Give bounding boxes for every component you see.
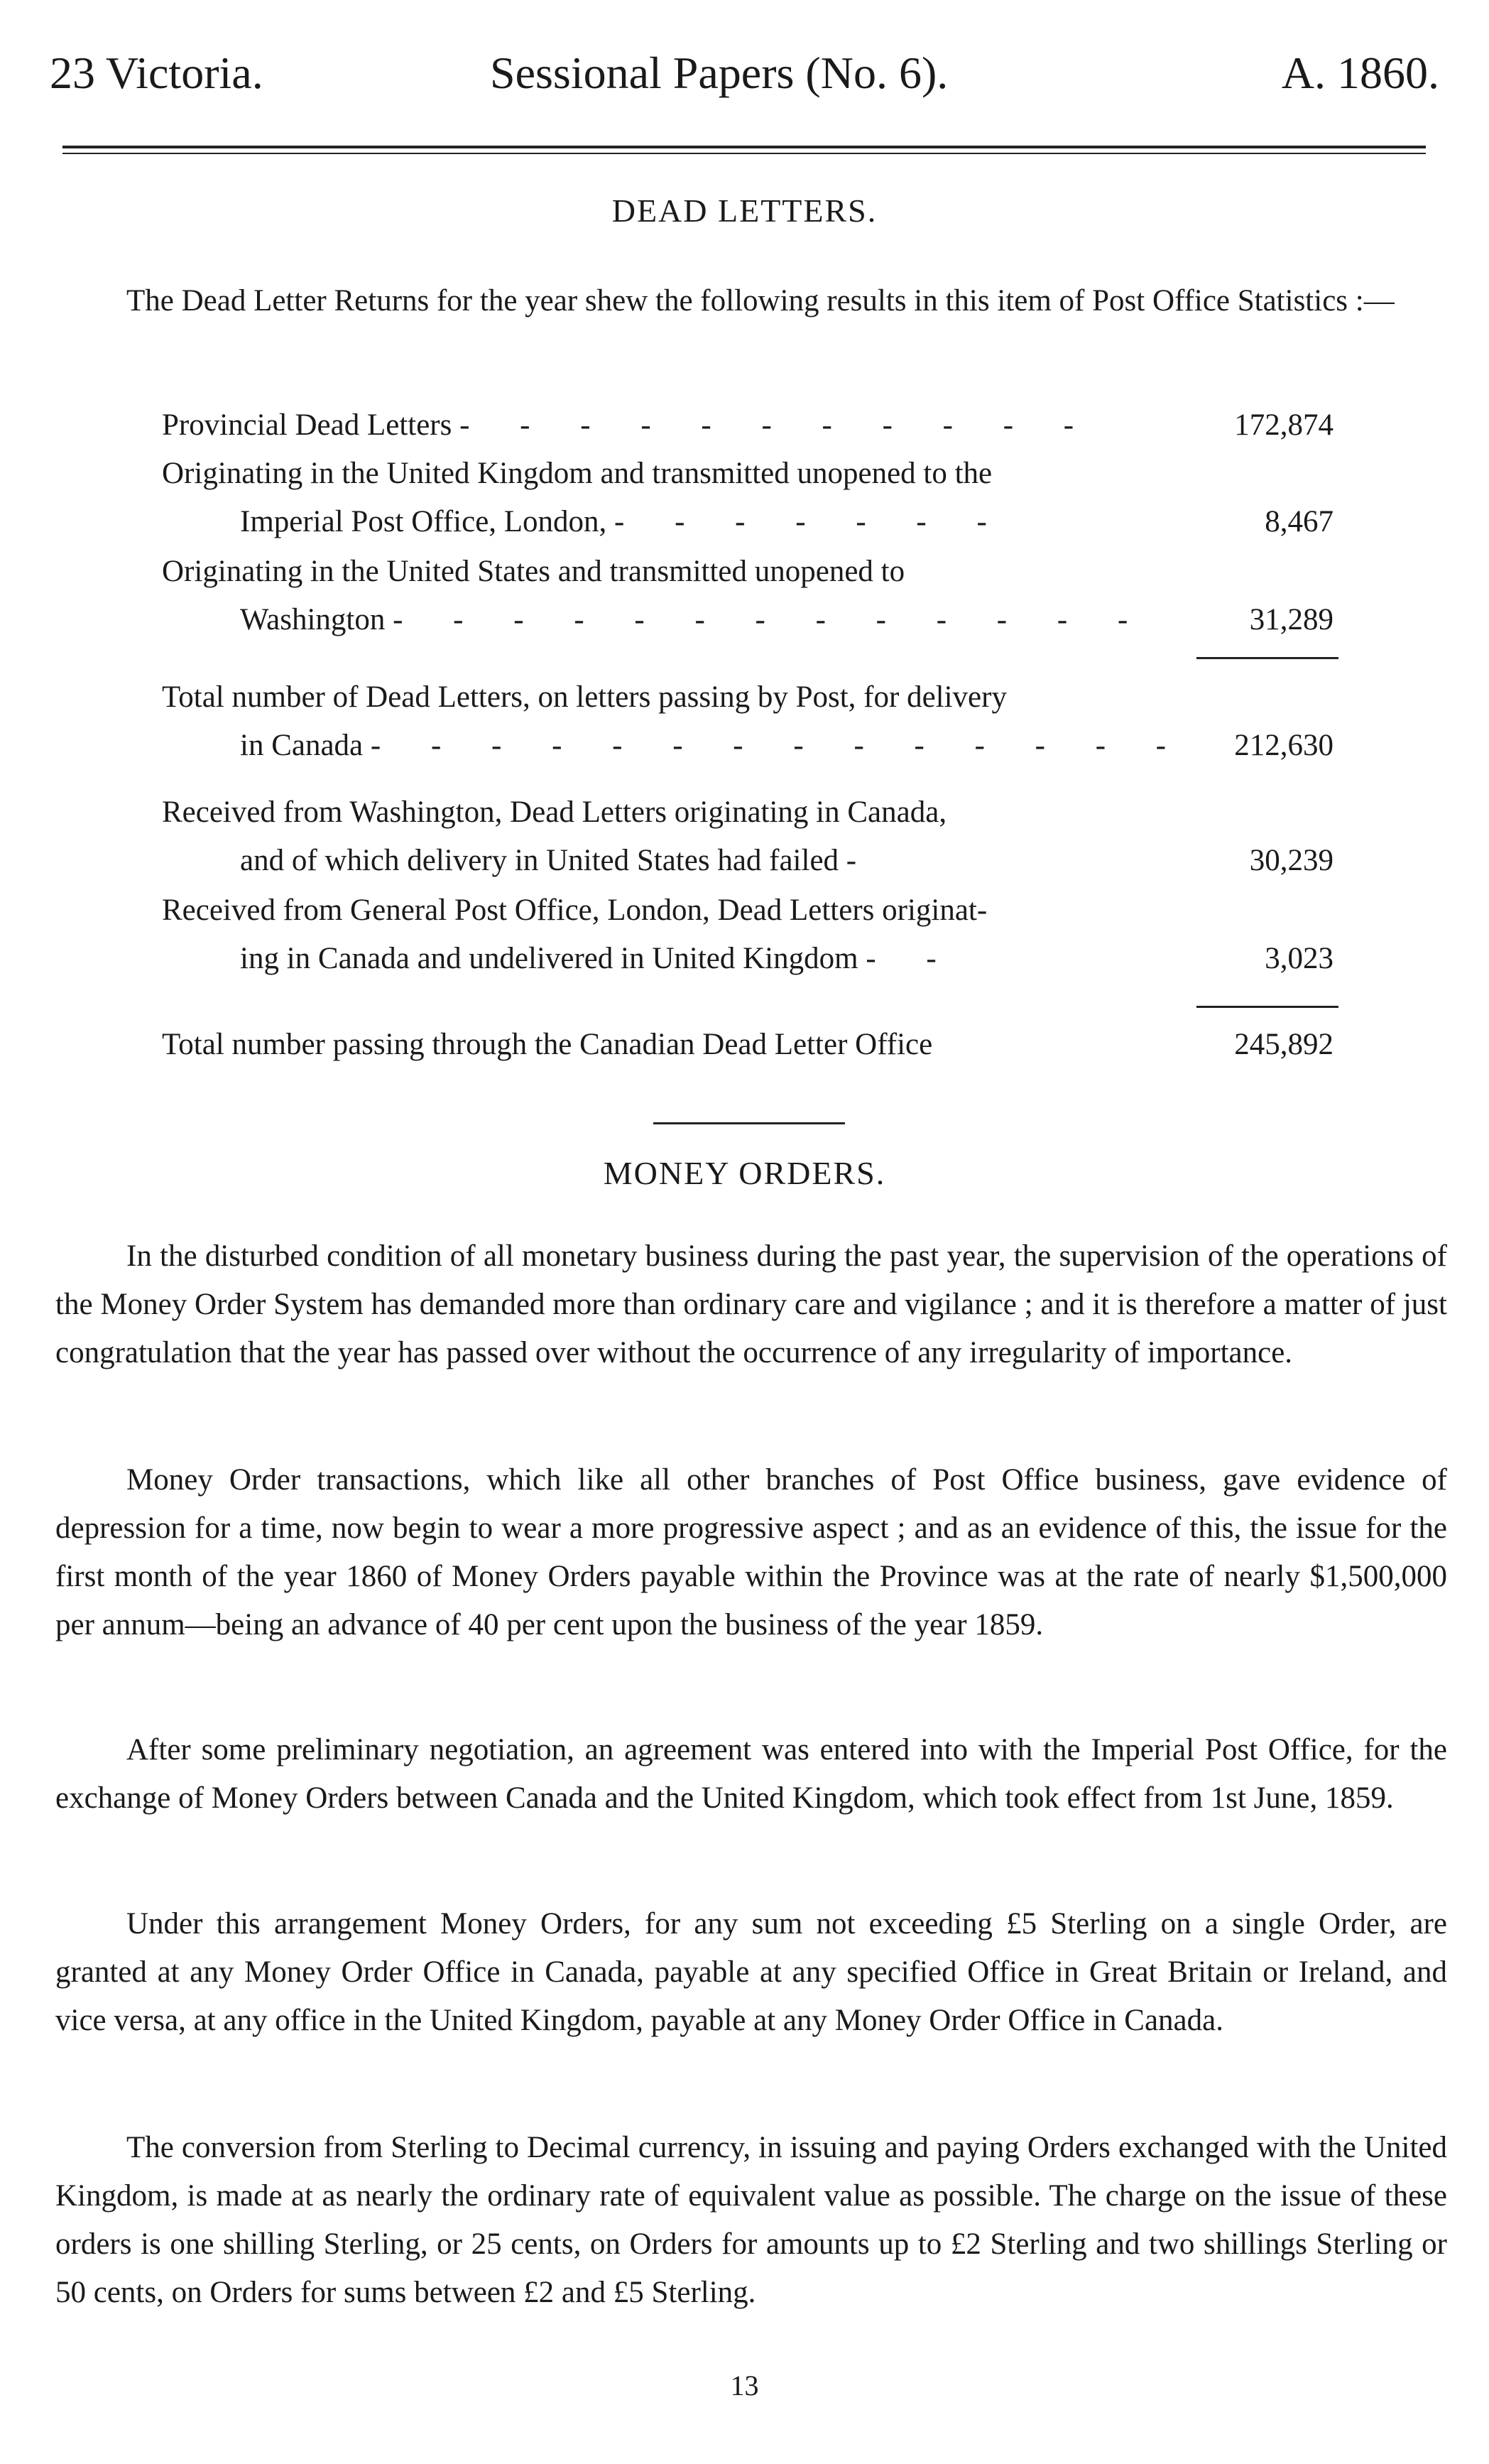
row-value: 8,467	[1265, 505, 1333, 538]
sum-rule	[1196, 1006, 1338, 1008]
paragraph: In the disturbed condition of all monetary business during the past year, the supervision of the operations of the Money Order System has demanded more than ordinary care and vigilance ; and it is therefore a matter of just congratulation that the year has passed over without the occurrence of any irregularity of importance.	[55, 1239, 1447, 1369]
leader-dots: - - - - - - -	[614, 505, 1008, 538]
table-row	[162, 886, 1333, 983]
row-value: 31,289	[1249, 603, 1333, 636]
row-label: Originating in the United States and transmitted unopened to	[162, 555, 905, 588]
row-label-cont: in Canada	[240, 729, 364, 762]
row-value: 245,892	[1234, 1028, 1333, 1061]
section-divider	[653, 1122, 845, 1124]
row-label: Total number passing through the Canadian Dead Letter Office	[162, 1028, 933, 1061]
page-number: 13	[730, 2370, 759, 2401]
header-right: A. 1860.	[1281, 48, 1439, 98]
row-value: 30,239	[1249, 844, 1333, 877]
dead-letters-intro: The Dead Letter Returns for the year shew the following results in this item of Post Office Statistics :—	[126, 284, 1395, 318]
paragraph: Money Order transactions, which like all other branches of Post Office business, gave evidence of depression for a time, now begin to wear a more progressive aspect ; and as an evidence of this, the issue for the first month of the year 1860 of Money Orders payable within the Province was at the rate of nearly $1,500,000 per annum—being an advance of 40 per cent upon the business of the year 1859.	[55, 1463, 1447, 1641]
row-value: 172,874	[1234, 408, 1333, 442]
row-label-cont: ing in Canada and undelivered in United Kingdom	[240, 942, 858, 975]
row-label: Received from Washington, Dead Letters originating in Canada,	[162, 796, 947, 829]
row-label: Received from General Post Office, London, Dead Letters originat-	[162, 894, 988, 927]
leader-dots: - -	[866, 942, 958, 975]
row-label: Originating in the United Kingdom and transmitted unopened to the	[162, 457, 993, 490]
row-label-cont: Imperial Post Office, London,	[240, 505, 607, 538]
header-center: Sessional Papers (No. 6).	[490, 48, 949, 98]
header-rule	[62, 146, 1426, 154]
table-row	[162, 450, 1333, 546]
row-label-cont: and of which delivery in United States had failed	[240, 844, 839, 877]
dead-letters-title: DEAD LETTERS.	[611, 192, 878, 229]
table-row	[162, 548, 1333, 644]
table-row	[162, 401, 1333, 450]
table-row	[162, 1021, 1333, 1069]
paragraph: Under this arrangement Money Orders, for any sum not exceeding £5 Sterling on a single Order, are granted at any Money Order Office in Canada, payable at any specified Office in Great Britain or Ireland, and vice versa, at any office in the United Kingdom, payable at any Money Order Office in Canada.	[55, 1907, 1447, 2037]
row-value: 3,023	[1265, 942, 1333, 975]
row-label-cont: Washington	[240, 603, 386, 636]
table-row	[162, 788, 1333, 885]
paragraph: After some preliminary negotiation, an agreement was entered into with the Imperial Post Office, for the exchange of Money Orders between Canada and the United Kingdom, which took effect from 1st June, 1859.	[55, 1733, 1447, 1815]
money-orders-title: MONEY ORDERS.	[603, 1155, 886, 1191]
row-label: Provincial Dead Letters	[162, 408, 452, 442]
paragraph: The conversion from Sterling to Decimal currency, in issuing and paying Orders exchanged with the United Kingdom, is made at as nearly the ordinary rate of equivalent value as possible. The charge on the issue of these orders is one shilling Sterling, or 25 cents, on Orders for amounts up to £2 Sterling and two shillings Sterling or 50 cents, on Orders for sums between £2 and £5 Sterling.	[55, 2131, 1447, 2309]
row-label: Total number of Dead Letters, on letters passing by Post, for delivery	[162, 680, 1007, 714]
sum-rule	[1196, 657, 1338, 659]
leader-dots: - - - - - - - - - - - - - -	[370, 729, 1188, 762]
running-header	[50, 41, 1439, 105]
table-row	[162, 673, 1333, 770]
leader-dots: -	[846, 844, 878, 877]
row-value: 212,630	[1234, 729, 1333, 762]
leader-dots: - - - - - - - - - - -	[459, 408, 1096, 442]
header-left: 23 Victoria.	[50, 48, 263, 98]
leader-dots: - - - - - - - - - - - - -	[393, 603, 1150, 636]
